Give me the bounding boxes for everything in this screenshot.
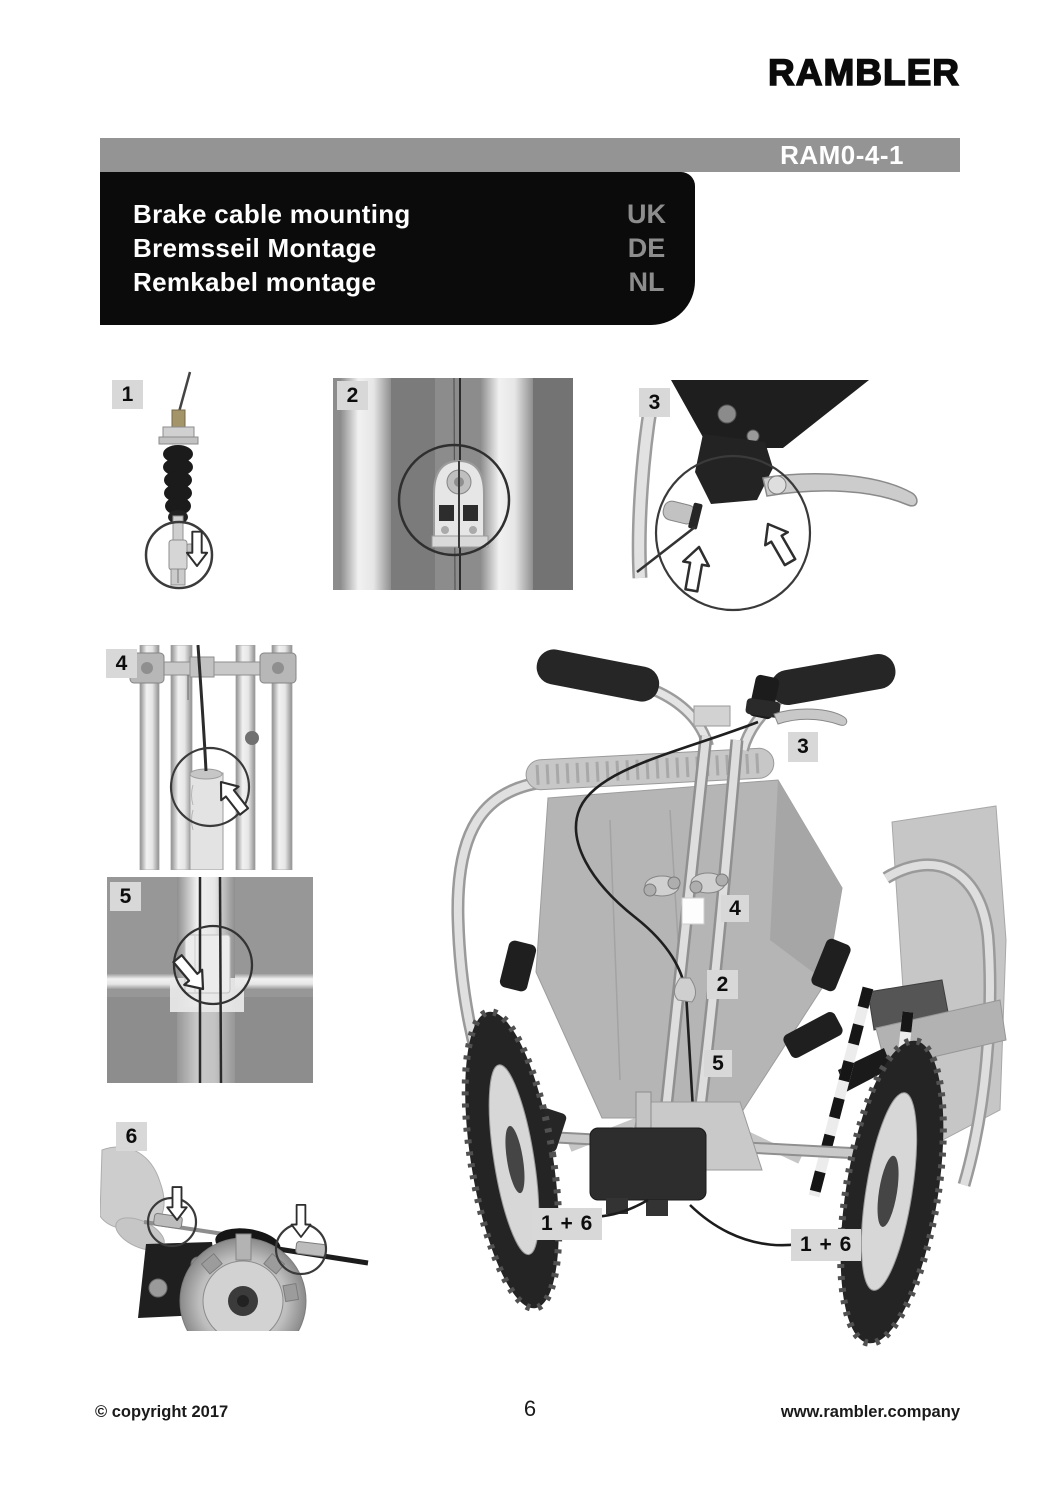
step-number-badge-2: 2 xyxy=(337,381,368,410)
lang-de: DE xyxy=(627,233,666,263)
receiving-tube xyxy=(190,773,223,870)
arrow-down-icon xyxy=(292,1205,311,1237)
step-number-badge-3: 3 xyxy=(639,388,670,417)
lang-uk: UK xyxy=(627,199,666,229)
arrow-up-icon xyxy=(679,545,712,593)
callout-badge-4: 4 xyxy=(721,895,749,922)
cable-guide-photo xyxy=(333,378,573,590)
handle-grip-right xyxy=(768,651,898,707)
brake-cable xyxy=(220,877,221,1083)
title-dutch: Remkabel montage xyxy=(133,267,377,297)
barrel-adjuster xyxy=(169,540,187,570)
strap xyxy=(499,939,538,992)
step-figure-1 xyxy=(100,370,315,605)
title-german: Bremsseil Montage xyxy=(133,233,377,263)
brake-mechanism-box xyxy=(590,1128,706,1200)
step-figure-5 xyxy=(107,877,313,1083)
step-figure-4 xyxy=(100,645,310,870)
lang-nl: NL xyxy=(628,267,665,297)
step-number-badge-6: 6 xyxy=(116,1122,147,1151)
callout-badge-5: 5 xyxy=(704,1050,732,1077)
document-code-bar xyxy=(100,138,960,172)
title-english: Brake cable mounting xyxy=(133,199,411,229)
handle-housing xyxy=(671,380,869,448)
callout-badge-1-6-left: 1 + 6 xyxy=(532,1208,602,1240)
cable-into-tube-photo xyxy=(100,645,310,870)
lever-clamp-body xyxy=(695,434,773,504)
step-figure-3 xyxy=(625,372,960,622)
callout-badge-2: 2 xyxy=(707,970,738,999)
title-box xyxy=(100,172,695,325)
cart-diagram xyxy=(440,640,1010,1350)
step-figure-2 xyxy=(333,378,573,590)
title-lines xyxy=(133,197,411,299)
step-number-badge-4: 4 xyxy=(106,649,137,678)
brake-lever-blade xyxy=(774,709,847,725)
document-code: RAM0-4-1 xyxy=(780,140,904,170)
step-figure-6 xyxy=(100,1116,370,1331)
copyright-notice: © copyright 2017 xyxy=(95,1403,229,1421)
arrow-up-icon xyxy=(757,518,802,569)
step-number-badge-5: 5 xyxy=(110,882,141,911)
left-wheel xyxy=(448,1005,576,1314)
step-number-badge-1: 1 xyxy=(112,380,143,409)
brand-logo: RAMBLER xyxy=(768,52,960,93)
website-url: www.rambler.company xyxy=(780,1403,960,1421)
callout-badge-3: 3 xyxy=(788,732,818,762)
handle-grip-left xyxy=(534,646,662,704)
cable-barrel-adjuster xyxy=(661,496,703,530)
rubber-bellows xyxy=(163,445,193,524)
brass-ferrule xyxy=(172,410,185,428)
cable-bell-guide xyxy=(674,978,695,1002)
language-codes xyxy=(627,197,666,299)
page-number: 6 xyxy=(523,1396,537,1421)
callout-badge-1-6-right: 1 + 6 xyxy=(791,1229,861,1261)
cable-wire xyxy=(179,372,190,412)
brake-lever-illustration xyxy=(625,372,960,622)
